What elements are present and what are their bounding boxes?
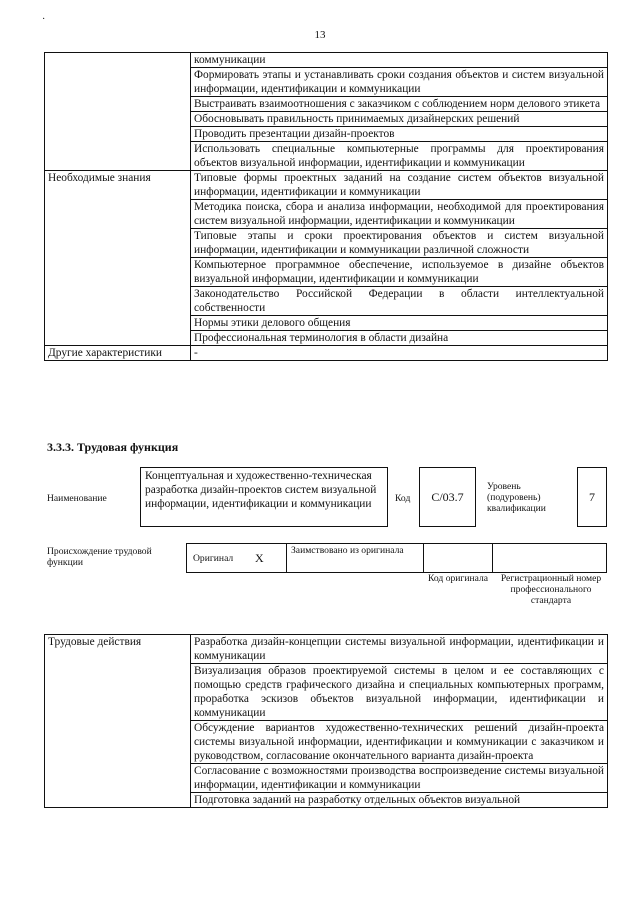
original-label: Оригинал	[193, 553, 234, 564]
borrowed-label: Заимствовано из оригинала	[291, 545, 404, 556]
skills-knowledge-table	[44, 52, 608, 361]
table-cell: Законодательство Российской Федерации в области интеллектуальной собственности	[191, 287, 608, 316]
level-value-box: 7	[577, 467, 607, 527]
page-number: 13	[314, 29, 326, 41]
table-row	[45, 346, 608, 361]
table-cell: Обсуждение вариантов художественно-технических решений дизайн-проекта системы визуальной информации, идентификации и коммуникации с заказчиком и руководством, согласование окончательного варианта дизайн-проекта	[191, 721, 608, 764]
row-label-other: Другие характеристики	[45, 346, 191, 361]
table-row	[45, 53, 608, 68]
table-row	[45, 635, 608, 664]
table-cell: Разработка дизайн-концепции системы визуальной информации, идентификации и коммуникации	[191, 635, 608, 664]
table-cell: Типовые формы проектных заданий на создание систем объектов визуальной информации, идентификации и коммуникации	[191, 171, 608, 200]
row-label-skills	[45, 53, 191, 171]
divider	[492, 543, 493, 573]
corner-mark: ·	[42, 14, 46, 25]
table-cell: Выстраивать взаимоотношения с заказчиком с соблюдением норм делового этикета	[191, 97, 608, 112]
reg-number-caption: Регистрационный номер профессионального стандарта	[500, 573, 602, 606]
table-cell: Визуализация образов проектируемой системы в целом и ее составляющих с помощью средств графического дизайна и специальных компьютерных программ, проработка эскизов объектов визуальной информации, идентификации и коммуникации	[191, 664, 608, 721]
table-cell: Методика поиска, сбора и анализа информации, необходимой для проектирования систем визуальной информации, идентификации и коммуникации	[191, 200, 608, 229]
table-cell: Проводить презентации дизайн-проектов	[191, 127, 608, 142]
name-label: Наименование	[47, 493, 107, 504]
table-cell: коммуникации	[191, 53, 608, 68]
row-label-knowledge: Необходимые знания	[45, 171, 191, 346]
origin-label: Происхождение трудовой функции	[47, 546, 152, 568]
code-original-caption: Код оригинала	[427, 573, 489, 584]
table-cell: Профессиональная терминология в области дизайна	[191, 331, 608, 346]
divider	[286, 543, 287, 573]
function-name-box: Концептуальная и художественно-техническая разработка дизайн-проектов систем визуальной информации, идентификации и коммуникации	[140, 467, 388, 527]
table-cell: Согласование с возможностями производства воспроизведение системы визуальной информации, идентификации и коммуникации	[191, 764, 608, 793]
level-label: Уровень (подуровень) квалификации	[487, 481, 546, 514]
table-cell: Компьютерное программное обеспечение, используемое в дизайне объектов визуальной информации, идентификации и коммуникации	[191, 258, 608, 287]
table-cell: Типовые этапы и сроки проектирования объектов и систем визуальной информации, идентификации и коммуникации различной сложности	[191, 229, 608, 258]
table-cell: Формировать этапы и устанавливать сроки создания объектов и систем визуальной информации, идентификации и коммуникации	[191, 68, 608, 97]
code-value-box: C/03.7	[419, 467, 476, 527]
divider	[423, 543, 424, 573]
original-mark: X	[255, 551, 264, 565]
table-cell: Подготовка заданий на разработку отдельных объектов визуальной	[191, 793, 608, 808]
code-label: Код	[395, 493, 411, 504]
table-cell: Обосновывать правильность принимаемых дизайнерских решений	[191, 112, 608, 127]
row-label-actions: Трудовые действия	[45, 635, 191, 808]
labour-actions-table	[44, 634, 608, 808]
table-cell: Использовать специальные компьютерные программы для проектирования объектов визуальной информации, идентификации и коммуникации	[191, 142, 608, 171]
section-title: 3.3.3. Трудовая функция	[47, 440, 179, 454]
table-cell: Нормы этики делового общения	[191, 316, 608, 331]
table-row	[45, 171, 608, 200]
table-cell: -	[191, 346, 608, 361]
